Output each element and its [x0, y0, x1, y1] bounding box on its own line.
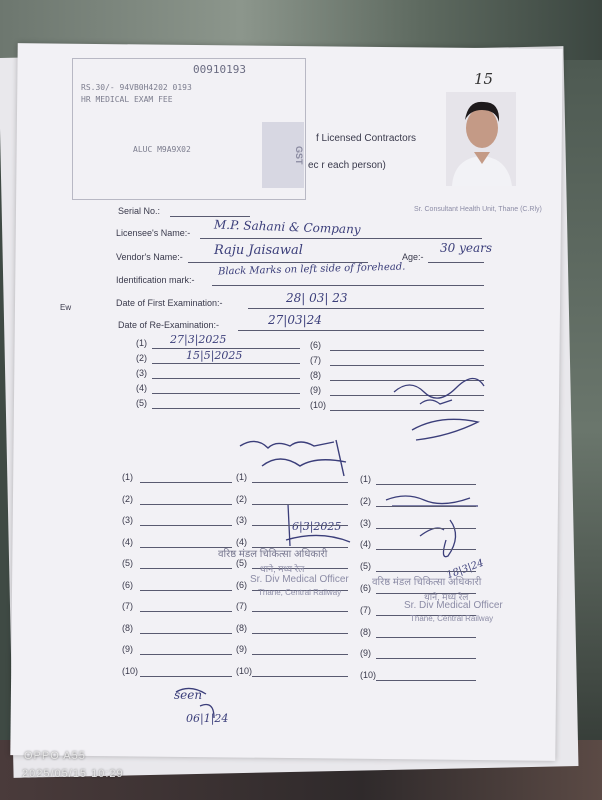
first-exam-value: 28| 03| 23: [286, 291, 348, 305]
first-exam-label: Date of First Examination:-: [116, 298, 223, 308]
column-line: [376, 484, 476, 485]
reexam-label: Date of Re-Examination:-: [118, 320, 220, 330]
column-number: (8): [236, 622, 247, 633]
column-number: (7): [360, 604, 371, 615]
column-line: [140, 568, 232, 569]
reexam-number: (3): [136, 368, 147, 378]
column-number: (5): [360, 561, 371, 572]
vendor-value: Raju Jaisawal: [214, 243, 303, 258]
receipt-code: ALUC M9A9X02: [133, 145, 191, 154]
column-line: [252, 654, 348, 655]
column-number: (3): [360, 517, 371, 528]
licensee-value: M.P. Sahani & Company: [213, 217, 361, 237]
stamp-rail-2: Thane, Central Railway: [410, 614, 494, 623]
column-line: [252, 611, 348, 612]
column-number: (9): [236, 644, 247, 654]
stamp-place-1: थाने, मध्य रेल: [260, 564, 305, 574]
column-number: (5): [122, 558, 133, 568]
id-mark-label: Identification mark:-: [116, 275, 195, 285]
reexam-entry-1: 27|3|2025: [170, 333, 227, 346]
reexam-entry-2: 15|5|2025: [186, 349, 243, 362]
column-number: (2): [360, 495, 371, 506]
reexam-number: (1): [136, 338, 147, 348]
column-number: (6): [122, 579, 133, 590]
column-line: [140, 633, 232, 634]
column-number: (2): [122, 493, 133, 504]
note: seen: [174, 688, 203, 702]
column-line: [140, 590, 232, 591]
column-number: (9): [360, 648, 371, 659]
reexam-number: (8): [310, 370, 321, 380]
handwritten-date: 6|3|2025: [292, 520, 342, 533]
health-unit-stamp: Sr. Consultant Health Unit, Thane (C.Rly): [414, 206, 542, 213]
column-line: [376, 571, 476, 572]
id-mark-value: Black Marks on left side of forehead.: [217, 261, 406, 278]
reexam-value: 27|03|24: [268, 313, 322, 327]
column-line: [140, 654, 232, 655]
column-line: [252, 676, 348, 677]
camera-watermark: OPPO A55: [24, 750, 86, 762]
column-number: (5): [236, 558, 247, 568]
column-line: [376, 680, 476, 681]
receipt-logo: GST: [262, 122, 304, 188]
form-subtitle: ec r each person): [308, 160, 386, 171]
column-number: (3): [122, 515, 133, 525]
column-line: [376, 658, 476, 659]
stamp-hindi-2: वरिष्ठ मंडल चिकित्सा अधिकारी: [372, 577, 482, 588]
timestamp-watermark: 2025/05/15 10:29: [22, 768, 124, 780]
stamp-title-2: Sr. Div Medical Officer: [404, 600, 503, 611]
column-number: (3): [236, 515, 247, 525]
column-number: (1): [360, 474, 371, 484]
column-line: [140, 611, 232, 612]
column-line: [140, 504, 232, 505]
column-line: [140, 676, 232, 677]
column-line: [376, 528, 476, 529]
column-line: [376, 549, 476, 550]
stamp-place-2: थाने, मध्य रेल: [424, 592, 469, 602]
reexam-number: (6): [310, 340, 321, 350]
receipt-amount: RS.30/- 94VB0H4202 0193: [81, 83, 192, 92]
stamp-rail-1: Thane, Central Railway: [258, 588, 342, 597]
column-line: [252, 633, 348, 634]
column-number: (1): [236, 472, 247, 482]
column-number: (6): [360, 583, 371, 593]
column-number: (7): [236, 601, 247, 611]
column-number: (4): [122, 536, 133, 547]
reexam-number: (4): [136, 383, 147, 393]
column-line: [376, 637, 476, 638]
reexam-number: (5): [136, 398, 147, 408]
column-line: [252, 504, 348, 505]
column-number: (8): [122, 622, 133, 633]
licensee-label: Licensee's Name:-: [116, 228, 191, 238]
form-title: f Licensed Contractors: [316, 133, 417, 144]
reexam-number: (2): [136, 353, 147, 363]
reexam-number: (7): [310, 355, 321, 365]
column-number: (9): [122, 644, 133, 654]
page-number: 15: [474, 70, 494, 88]
column-number: (10): [236, 665, 253, 676]
column-number: (1): [122, 472, 133, 482]
column-number: (4): [236, 536, 247, 547]
column-line: [252, 482, 348, 483]
age-label: Age:-: [402, 252, 424, 262]
reexam-number: (9): [310, 385, 321, 395]
column-number: (10): [122, 665, 139, 676]
side-mark: Ew: [60, 303, 72, 312]
column-line: [376, 506, 476, 507]
stamp-hindi-1: वरिष्ठ मंडल चिकित्सा अधिकारी: [218, 549, 328, 560]
column-number: (6): [236, 579, 247, 590]
age-value: 30 years: [440, 241, 493, 255]
column-number: (8): [360, 626, 371, 637]
column-line: [140, 525, 232, 526]
column-line: [252, 525, 348, 526]
column-number: (4): [360, 539, 371, 550]
column-number: (2): [236, 493, 247, 504]
handwritten-date-2: 18|3|24: [445, 557, 486, 582]
note-date: 06|1|24: [186, 712, 229, 725]
reexam-number: (10): [310, 400, 327, 410]
column-number: (7): [122, 601, 133, 611]
column-line: [140, 482, 232, 483]
column-number: (10): [360, 670, 377, 681]
stamp-title-1: Sr. Div Medical Officer: [250, 574, 349, 585]
receipt-fee: HR MEDICAL EXAM FEE: [81, 95, 173, 104]
vendor-label: Vendor's Name:-: [116, 252, 183, 262]
receipt-number: 00910193: [193, 63, 246, 76]
serial-label: Serial No.:: [118, 206, 161, 216]
